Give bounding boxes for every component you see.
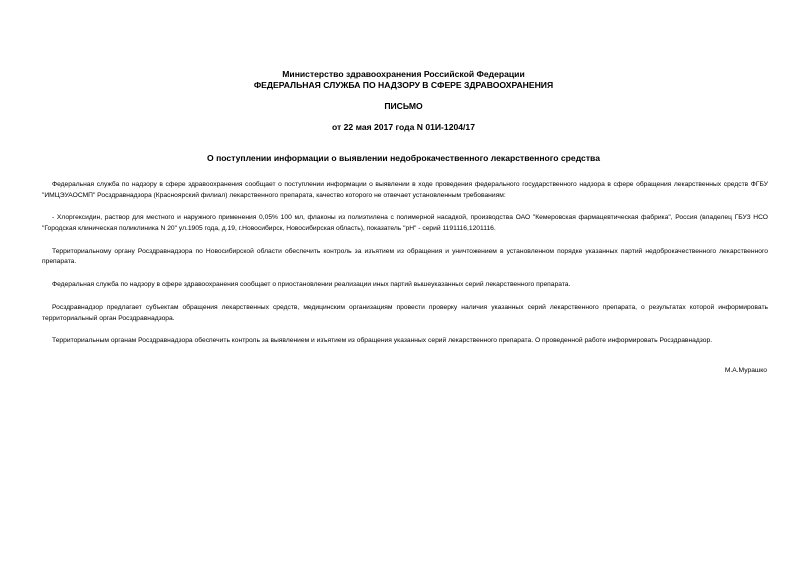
service-name: ФЕДЕРАЛЬНАЯ СЛУЖБА ПО НАДЗОРУ В СФЕРЕ ЗДРАВООХРАНЕНИЯ xyxy=(253,80,554,90)
paragraph-4: Федеральная служба по надзору в сфере здравоохранения сообщает о приостановлении реализации иных партий вышеуказанных серий лекарственного препарата. xyxy=(52,281,571,289)
paragraph-3: Территориальному органу Росздравнадзора по Новосибирской области обеспечить контроль за изъятием из обращения и уничтожением в установленном порядке указанных партий недоброкачественного лекарственного препарата. xyxy=(42,247,768,266)
document-date-number: от 22 мая 2017 года N 01И-1204/17 xyxy=(332,122,475,132)
paragraph-2: - Хлоргексидин, раствор для местного и наружного применения 0,05% 100 мл, флаконы из полиэтилена с полимерной насадкой, производства ОАО "Кемеровская фармацевтическая фабрика", Россия (владелец ГБУЗ НСО "Городская клиническая поликлиника N 20" ул.1905 года, д.19, г.Новосибирск, Новосибирская область), показатель "рН" - серий 1191116,1201116. xyxy=(42,214,768,232)
paragraph-1: Федеральная служба по надзору в сфере здравоохранения сообщает о поступлении информации о выявлении в ходе проведения федерального государственного надзора в сфере обращения лекарственных средств ФГБУ "ИМЦЭУАОСМП" Росздравнадзора (Красноярский филиал) лекарственного препарата, качество которого не отвечает установленным требованиям: xyxy=(42,181,768,199)
ministry-name: Министерство здравоохранения Российской Федерации xyxy=(282,69,525,79)
document-body xyxy=(42,180,768,359)
signature: М.А.Мурашко xyxy=(724,367,767,374)
paragraph-6: Территориальным органам Росздравнадзора обеспечить контроль за выявлением и изъятием из обращения указанных серий лекарственного препарата. О проведенной работе информировать Росздравнадзор. xyxy=(52,337,713,345)
document-type: ПИСЬМО xyxy=(384,101,423,111)
paragraph-5: Росздравнадзор предлагает субъектам обращения лекарственных средств, медицинским организациям провести проверку наличия указанных серий лекарственного препарата, о результатах которой информировать территориальный орган Росздравнадзора. xyxy=(42,303,768,322)
document-subject: О поступлении информации о выявлении недоброкачественного лекарственного средства xyxy=(207,153,600,163)
